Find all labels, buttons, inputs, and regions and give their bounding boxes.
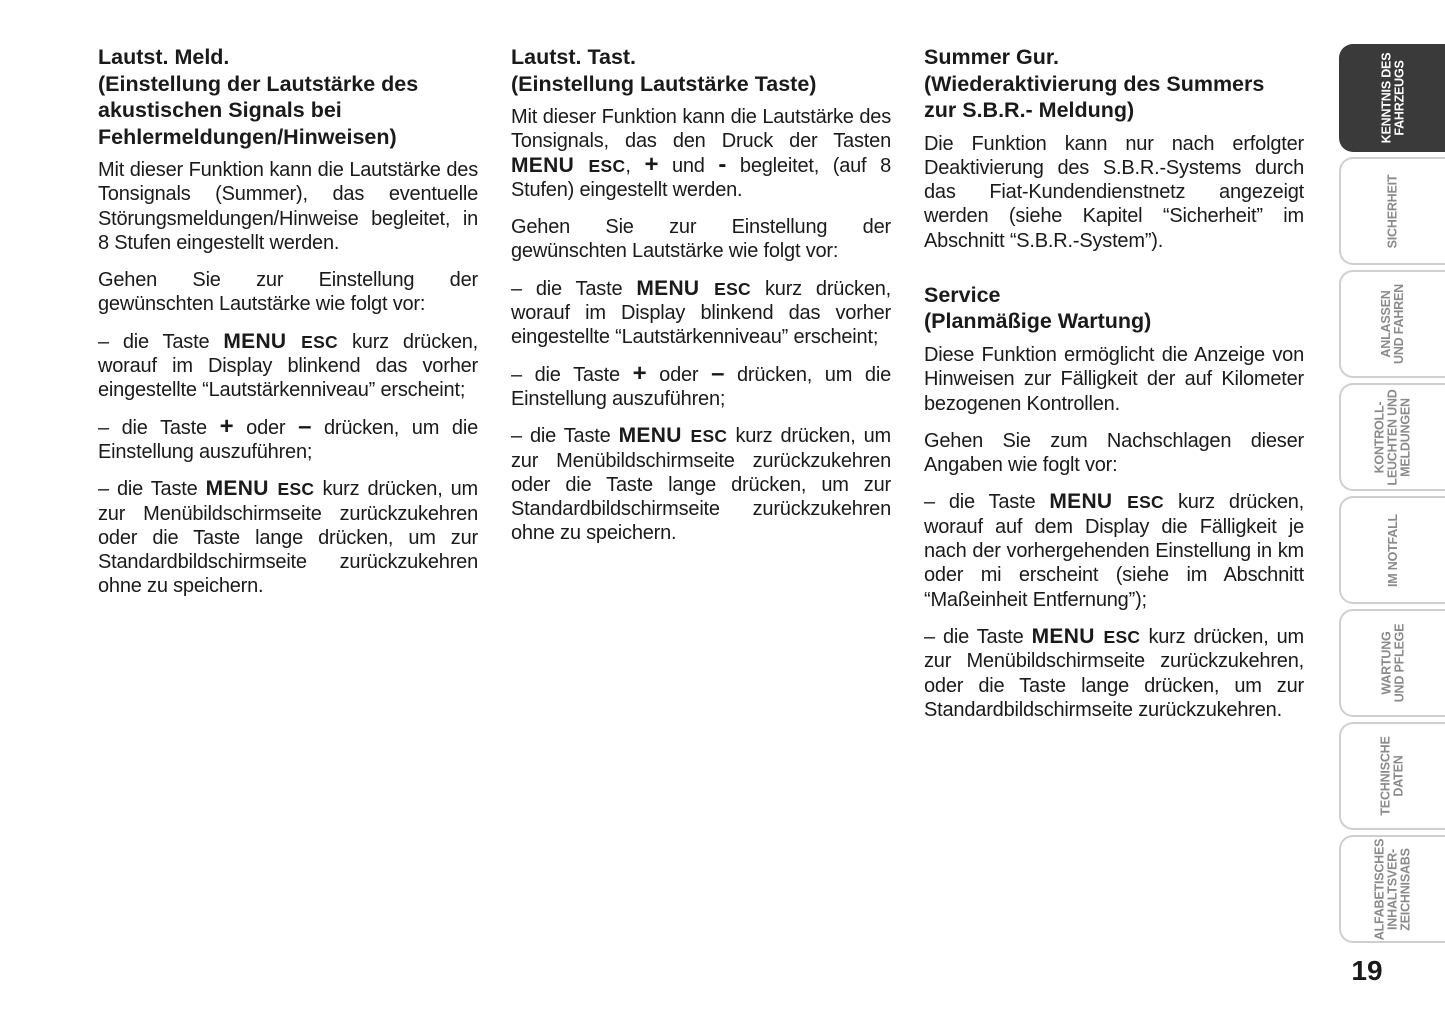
instruction-step: – die Taste MENU ESC kurz drücken, um zur Menübildschirmseite zurückzukehren oder die Taste lange drücken, um zur Standardbildschirmseite zurückzukehren ohne zu speichern. (511, 424, 892, 545)
paragraph: Mit dieser Funktion kann die Lautstärke des Tonsignals (Summer), das eventuelle Störungsmeldungen/Hinweise begleitet, in 8 Stufen eingestellt werden. (98, 159, 478, 254)
tab-alfabetisches-inhaltsverzeichnis[interactable]: ALFABETISCHES INHALTSVER- ZEICHNISABS (1339, 835, 1445, 943)
tab-technische-daten[interactable]: TECHNISCHE DATEN (1339, 722, 1445, 830)
tab-kontrollleuchten-und-meldungen[interactable]: KONTROLL- LEUCHTEN UND MELDUNGEN (1339, 383, 1445, 491)
menu-esc-key-label: MENU ESC (223, 329, 338, 353)
paragraph: Diese Funktion ermöglicht die Anzeige von Hinweisen zur Fälligkeit der auf Kilometer bezogenen Kontrollen. (924, 343, 1304, 415)
minus-key-symbol: - (718, 150, 727, 178)
section-heading-lautst-tast: Lautst. Tast. (Einstellung Lautstärke Taste) (511, 45, 817, 96)
instruction-step: – die Taste + oder – drücken, um die Einstellung auszuführen; (98, 412, 478, 463)
tab-im-notfall[interactable]: IM NOTFALL (1339, 496, 1445, 604)
instruction-step: – die Taste + oder – drücken, um die Einstellung auszuführen; (511, 359, 891, 410)
section-heading-service: Service (Planmäßige Wartung) (924, 282, 1152, 334)
paragraph: Gehen Sie zur Einstellung der gewünschten Lautstärke wie folgt vor: (98, 269, 478, 316)
right-column (924, 44, 1304, 735)
page-number: 19 (1351, 955, 1383, 986)
plus-key-symbol: + (644, 150, 659, 178)
paragraph: Mit dieser Funktion kann die Lautstärke des Tonsignals, das den Druck der Tasten MENU ESC, + und - begleitet, (auf 8 Stufen) eingestellt werden. (511, 106, 892, 201)
paragraph: Gehen Sie zum Nachschlagen dieser Angaben wie foglt vor: (924, 429, 1304, 477)
menu-esc-key-label: MENU ESC (1031, 624, 1141, 648)
instruction-step: – die Taste MENU ESC kurz drücken, worauf auf dem Display die Fälligkeit je nach der vorhergehenden Einstellung in km oder mi erscheint (siehe im Abschnitt “Maßeinheit Entfernung”); (924, 490, 1305, 611)
menu-esc-key-label: MENU ESC (205, 477, 315, 501)
instruction-step: – die Taste MENU ESC kurz drücken, worauf im Display blinkend das vorher eingestellte “Lautstärkenniveau” erscheint; (98, 329, 479, 402)
left-column (98, 44, 478, 612)
tab-kenntnis-des-fahrzeugs[interactable]: KENNTNIS DES FAHRZEUGS (1339, 44, 1445, 152)
plus-key-symbol: + (219, 412, 234, 440)
paragraph: Gehen Sie zur Einstellung der gewünschten Lautstärke wie folgt vor: (511, 216, 891, 263)
menu-esc-key-label: MENU ESC (511, 153, 626, 177)
menu-esc-key-label: MENU ESC (618, 424, 728, 448)
plus-key-symbol: + (632, 359, 647, 387)
spacer (924, 266, 1304, 282)
section-heading-summer-gur: Summer Gur. (Wiederaktivierung des Summers zur S.B.R.- Meldung) (924, 45, 1265, 122)
middle-column (511, 44, 891, 559)
section-heading-lautst-meld: Lautst. Meld. (Einstellung der Lautstärke des akustischen Signals bei Fehlermeldungen/Hinweisen) (98, 45, 419, 149)
minus-key-symbol: – (298, 412, 312, 440)
minus-key-symbol: – (711, 359, 725, 387)
instruction-step: – die Taste MENU ESC kurz drücken, um zur Menübildschirmseite zurückzukehren oder die Taste lange drücken, um zur Standardbildschirmseite zurückzukehren ohne zu speichern. (98, 477, 479, 598)
tab-wartung-und-pflege[interactable]: WARTUNG UND PFLEGE (1339, 609, 1445, 717)
instruction-step: – die Taste MENU ESC kurz drücken, um zur Menübildschirmseite zurückzukehren, oder die Taste lange drücken, um zur Standardbildschirmseite zurückzukehren. (924, 624, 1305, 721)
menu-esc-key-label: MENU ESC (1049, 490, 1164, 514)
instruction-step: – die Taste MENU ESC kurz drücken, worauf im Display blinkend das vorher eingestellte “Lautstärkenniveau” erscheint; (511, 276, 892, 349)
tab-sicherheit[interactable]: SICHERHEIT (1339, 157, 1445, 265)
paragraph: Die Funktion kann nur nach erfolgter Deaktivierung des S.B.R.-Systems durch das Fiat-Kundendienstnetz angezeigt werden (siehe Kapitel “Sicherheit” im Abschnitt “S.B.R.-System”). (924, 132, 1304, 252)
tab-anlassen-und-fahren[interactable]: ANLASSEN UND FAHREN (1339, 270, 1445, 378)
menu-esc-key-label: MENU ESC (636, 276, 751, 300)
